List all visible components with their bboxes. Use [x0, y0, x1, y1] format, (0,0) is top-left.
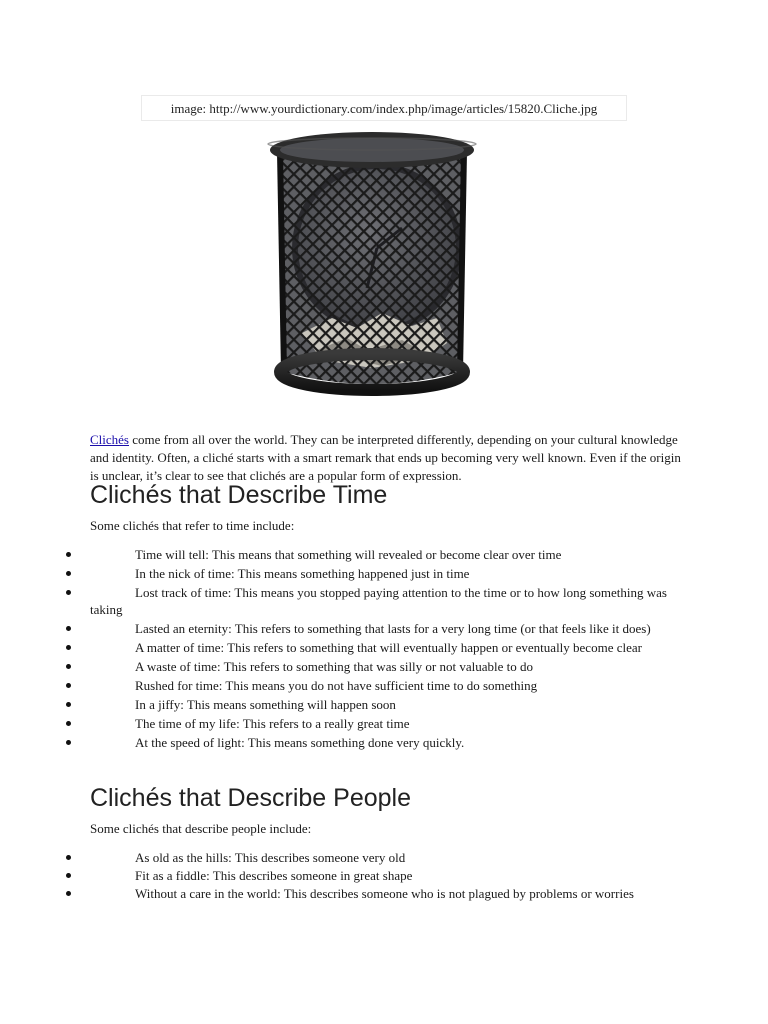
list-item: Without a care in the world: This describes someone who is not plagued by problems or worries	[90, 885, 680, 902]
bullet-dot-icon	[66, 721, 71, 726]
image-caption: image: http://www.yourdictionary.com/index.php/image/articles/15820.Cliche.jpg	[141, 95, 627, 121]
list-item: Fit as a fiddle: This describes someone in great shape	[90, 867, 680, 884]
section-heading-time: Clichés that Describe Time	[90, 481, 388, 509]
bullet-dot-icon	[66, 590, 71, 595]
people-cliches-list	[90, 849, 680, 902]
list-item: Rushed for time: This means you do not have sufficient time to do something	[90, 677, 680, 694]
list-item: Lasted an eternity: This refers to something that lasts for a very long time (or that feels like it does)	[90, 620, 680, 637]
bullet-dot-icon	[66, 855, 71, 860]
bullet-dot-icon	[66, 664, 71, 669]
bullet-dot-icon	[66, 740, 71, 745]
mesh-pencil-cup-with-clock-illustration	[262, 128, 482, 400]
cliches-link[interactable]: Clichés	[90, 432, 129, 447]
list-item: In the nick of time: This means something happened just in time	[90, 565, 680, 582]
section-heading-people: Clichés that Describe People	[90, 784, 411, 812]
bullet-dot-icon	[66, 873, 71, 878]
intro-text: come from all over the world. They can be interpreted differently, depending on your cultural knowledge and identity. Often, a cliché starts with a smart remark that ends up becoming very well known. Even if the origin is unclear, it’s clear to see that clichés are a popular form of expression.	[90, 432, 681, 483]
bullet-dot-icon	[66, 571, 71, 576]
list-item: Time will tell: This means that something will revealed or become clear over time	[90, 546, 680, 563]
bullet-dot-icon	[66, 702, 71, 707]
list-item: In a jiffy: This means something will happen soon	[90, 696, 680, 713]
section-lead-time: Some clichés that refer to time include:	[90, 518, 295, 533]
list-item: A waste of time: This refers to something that was silly or not valuable to do	[90, 658, 680, 675]
intro-paragraph	[90, 431, 690, 485]
list-item: A matter of time: This refers to something that will eventually happen or eventually become clear	[90, 639, 680, 656]
bullet-dot-icon	[66, 891, 71, 896]
list-item: At the speed of light: This means something done very quickly.	[90, 734, 680, 751]
section-lead-people: Some clichés that describe people include:	[90, 821, 312, 836]
list-item: Lost track of time: This means you stopped paying attention to the time or to how long something was taking	[90, 584, 680, 618]
bullet-dot-icon	[66, 645, 71, 650]
bullet-dot-icon	[66, 626, 71, 631]
list-item: The time of my life: This refers to a really great time	[90, 715, 680, 732]
time-cliches-list	[90, 546, 680, 751]
bullet-dot-icon	[66, 552, 71, 557]
bullet-dot-icon	[66, 683, 71, 688]
list-item: As old as the hills: This describes someone very old	[90, 849, 680, 866]
